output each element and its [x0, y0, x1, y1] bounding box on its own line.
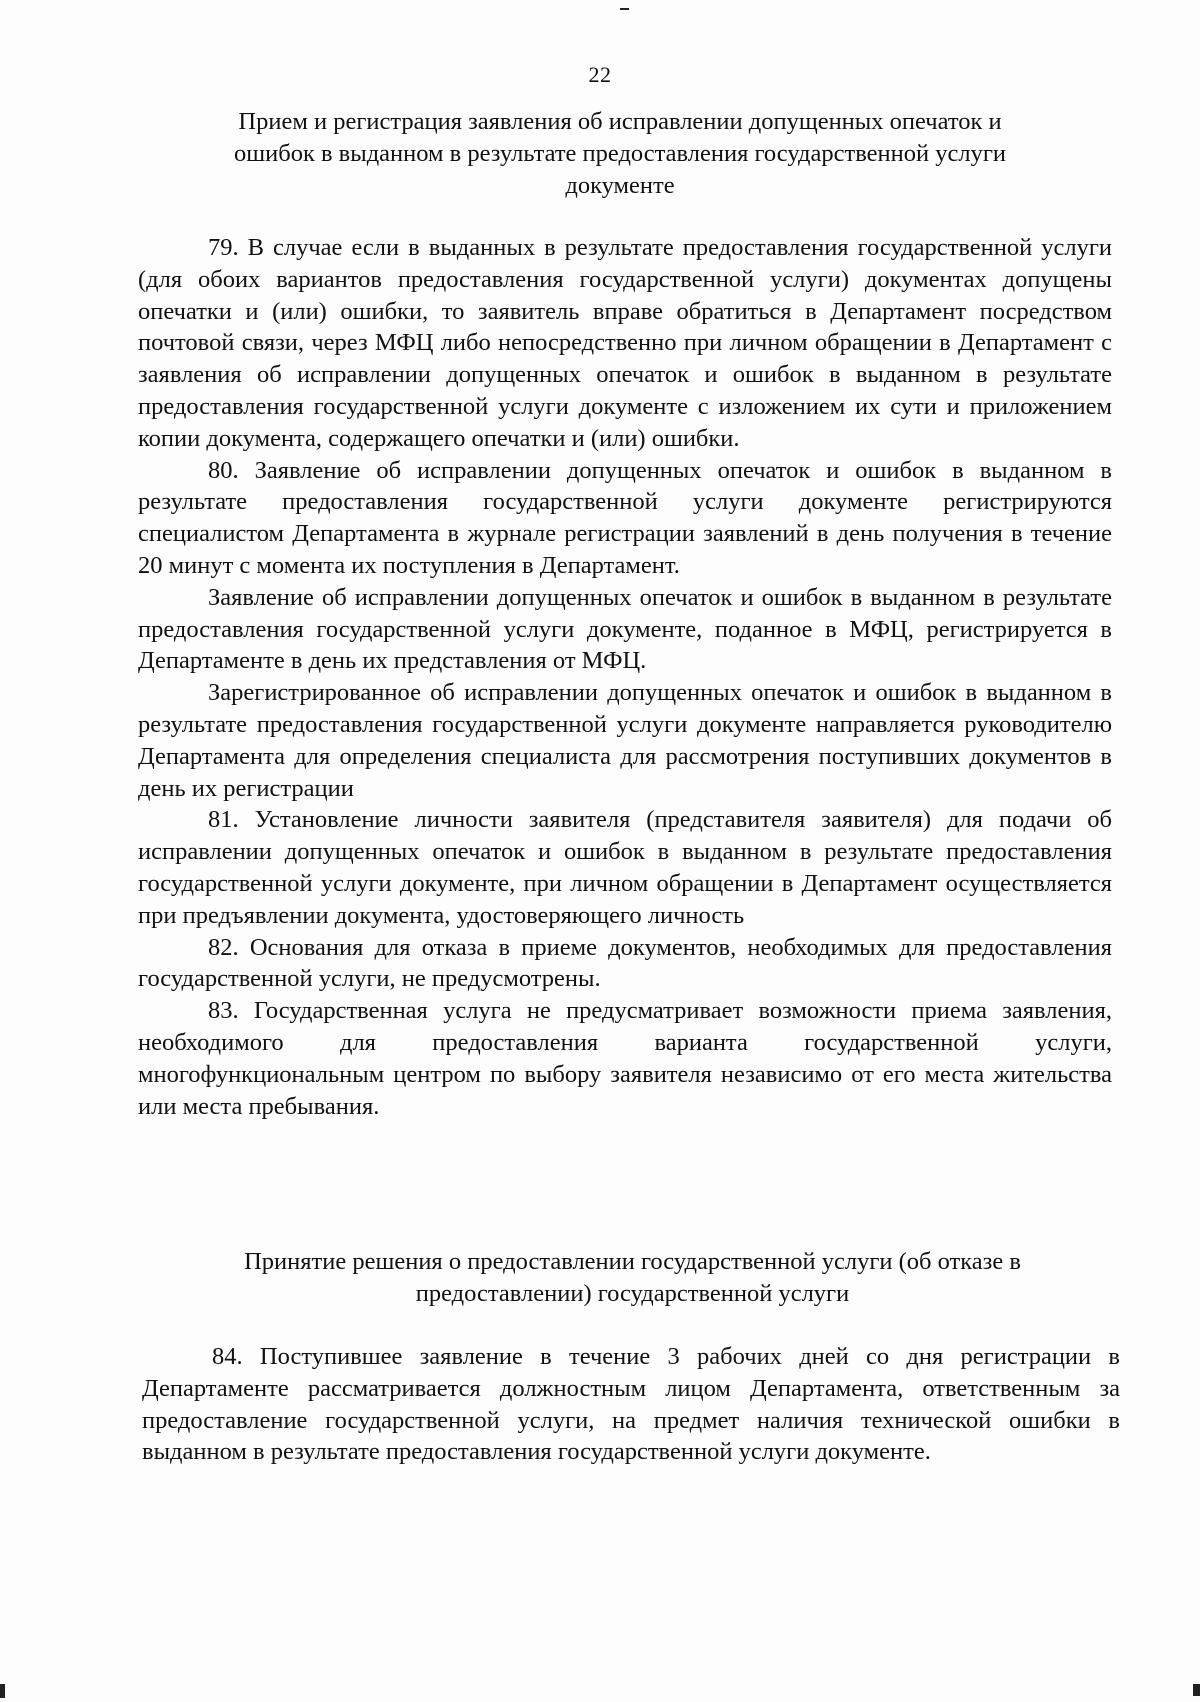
section-body-decision: [142, 1341, 1120, 1468]
heading-line: Принятие решения о предоставлении государственной услуги (об отказе в: [244, 1248, 1021, 1275]
paragraph-82: 82. Основания для отказа в приеме документов, необходимых для предоставления государственной услуги, не предусмотрены.: [138, 933, 1112, 993]
heading-line: Прием и регистрация заявления об исправлении допущенных опечаток и: [238, 108, 1002, 135]
heading-line: предоставлении) государственной услуги: [415, 1280, 850, 1307]
paragraph-81: 81. Установление личности заявителя (представителя заявителя) для подачи об исправлении допущенных опечаток и ошибок в выданном в результате предоставления государственной услуги документе, при личном обращении в Департамент осуществляется при предъявлении документа, удостоверяющего личность: [138, 806, 1112, 929]
scan-mark-top: [620, 8, 629, 10]
paragraph-80-mfc: Заявление об исправлении допущенных опечаток и ошибок в выданном в результате предоставления государственной услуги документе, поданное в МФЦ, регистрируется в Департаменте в день их представления от МФЦ.: [138, 583, 1112, 675]
paragraph-83: 83. Государственная услуга не предусматривает возможности приема заявления, необходимого для предоставления варианта государственной услуги, многофункциональным центром по выбору заявителя независимо от его места жительства или места пребывания.: [138, 997, 1112, 1120]
paragraph-80-registered: Зарегистрированное об исправлении допущенных опечаток и ошибок в выданном в результате предоставления государственной услуги документе направляется руководителю Департамента для определения специалиста для рассмотрения поступивших документов в день их регистрации: [138, 679, 1112, 802]
section-heading-typo-correction: [150, 106, 1090, 202]
page-number: 22: [588, 62, 612, 87]
paragraph-84: 84. Поступившее заявление в течение 3 рабочих дней со дня регистрации в Департаменте рассматривается должностным лицом Департамента, ответственным за предоставление государственной услуги, на предмет наличия технической ошибки в выданном в результате предоставления государственной услуги документе.: [142, 1343, 1120, 1466]
scan-mark-bottom-right: [1193, 1684, 1200, 1696]
paragraph-79: 79. В случае если в выданных в результате предоставления государственной услуги (для обоих вариантов предоставления государственной услуги) документах допущены опечатки и (или) ошибки, то заявитель вправе обратиться в Департамент посредством почтовой связи, через МФЦ либо непосредственно при личном обращении в Департамент с заявления об исправлении допущенных опечаток и ошибок в выданном в результате предоставления государственной услуги документе с изложением их сути и приложением копии документа, содержащего опечатки и (или) ошибки.: [138, 234, 1112, 452]
section-body-typo-correction: [138, 232, 1112, 1122]
scan-mark-bottom-left: [0, 1684, 5, 1698]
section-heading-decision: [165, 1246, 1100, 1310]
heading-line: ошибок в выданном в результате предоставления государственной услуги: [234, 140, 1006, 167]
paragraph-80: 80. Заявление об исправлении допущенных опечаток и ошибок в выданном в результате предоставления государственной услуги документе регистрируются специалистом Департамента в журнале регистрации заявлений в день получения в течение 20 минут с момента их поступления в Департамент.: [138, 456, 1112, 579]
heading-line: документе: [565, 172, 675, 199]
